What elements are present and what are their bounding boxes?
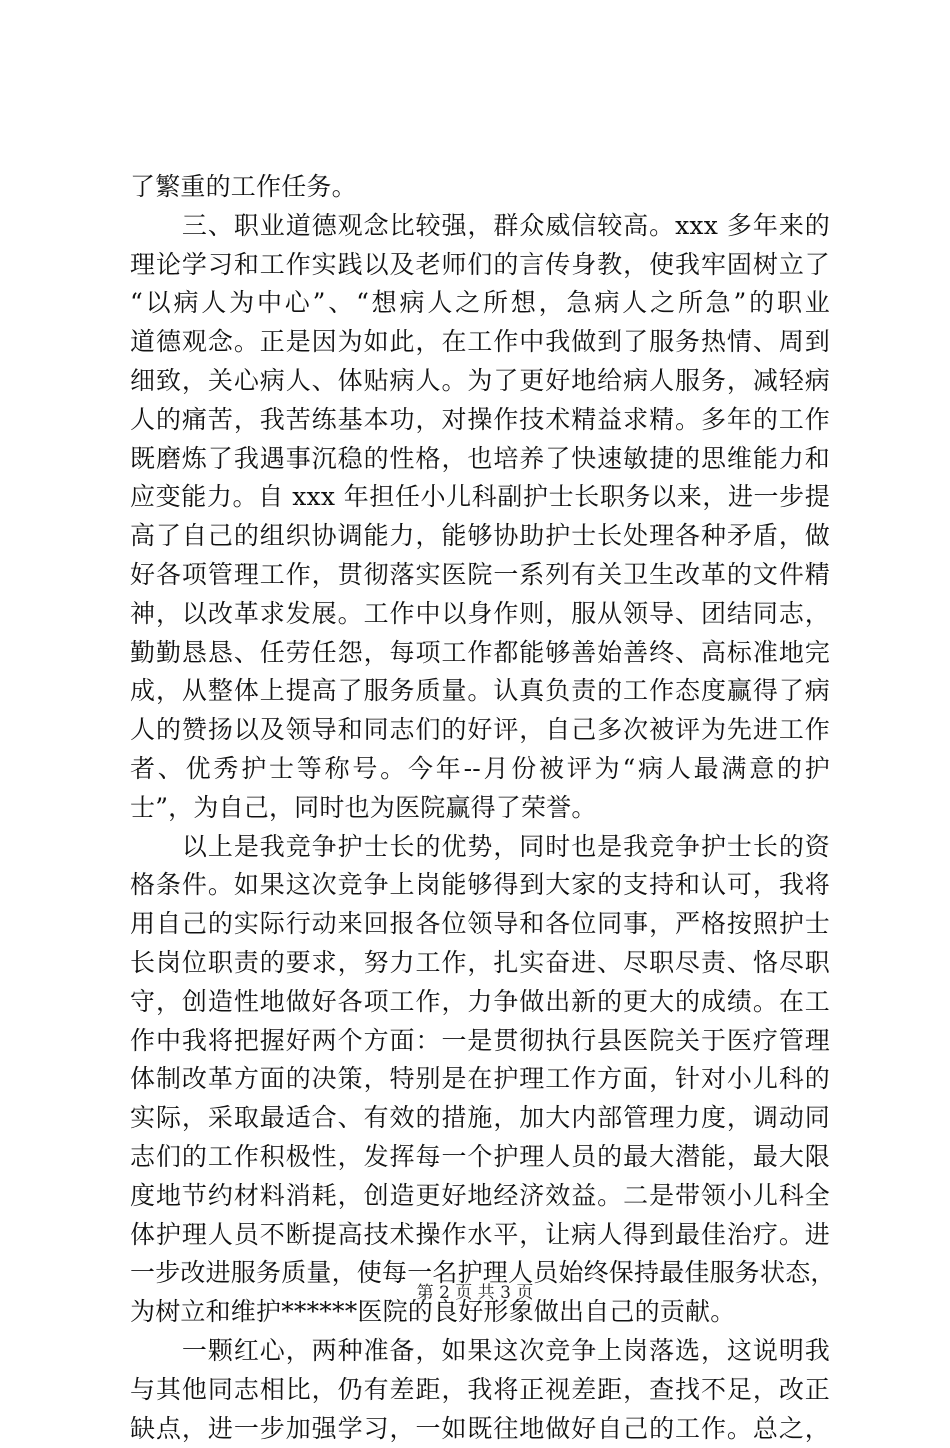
text-line: 作中我将把握好两个方面：一是贯彻执行县医院关于医疗管理 [130, 1022, 830, 1061]
text-line: 实际，采取最适合、有效的措施，加大内部管理力度，调动同 [130, 1099, 830, 1138]
text-line: 人的痛苦，我苦练基本功，对操作技术精益求精。多年的工作 [130, 401, 830, 440]
page-footer [0, 1278, 950, 1303]
text-line: 成，从整体上提高了服务质量。认真负责的工作态度赢得了病 [130, 672, 830, 711]
text-line: “以病人为中心”、“想病人之所想，急病人之所急”的职业 [130, 284, 830, 323]
text-line: 高了自己的组织协调能力，能够协助护士长处理各种矛盾，做 [130, 517, 830, 556]
text-line: 守，创造性地做好各项工作，力争做出新的更大的成绩。在工 [130, 983, 830, 1022]
text-line: 士”，为自己，同时也为医院赢得了荣誉。 [130, 789, 830, 828]
text-line: 一步改进服务质量，使每一名护理人员始终保持最佳服务状态， [130, 1254, 830, 1293]
text-line: 人的赞扬以及领导和同志们的好评，自己多次被评为先进工作 [130, 711, 830, 750]
text-line: 用自己的实际行动来回报各位领导和各位同事，严格按照护士 [130, 905, 830, 944]
text-line: 了繁重的工作任务。 [130, 168, 830, 207]
text-line: 理论学习和工作实践以及老师们的言传身教，使我牢固树立了 [130, 246, 830, 285]
text-line: 与其他同志相比，仍有差距，我将正视差距，查找不足，改正 [130, 1371, 830, 1410]
text-line: 细致，关心病人、体贴病人。为了更好地给病人服务，减轻病 [130, 362, 830, 401]
text-line: 以上是我竞争护士长的优势，同时也是我竞争护士长的资 [130, 828, 830, 867]
text-line: 为树立和维护******医院的良好形象做出自己的贡献。 [130, 1293, 830, 1332]
text-line: 体护理人员不断提高技术操作水平，让病人得到最佳治疗。进 [130, 1216, 830, 1255]
text-line: 长岗位职责的要求，努力工作，扎实奋进、尽职尽责、恪尽职 [130, 944, 830, 983]
text-line: 应变能力。自 xxx 年担任小儿科副护士长职务以来，进一步提 [130, 478, 830, 517]
page-number-label: 第 2 页 共 3 页 [417, 1283, 534, 1303]
text-line: 者、优秀护士等称号。今年--月份被评为“病人最满意的护 [130, 750, 830, 789]
text-line: 好各项管理工作，贯彻落实医院一系列有关卫生改革的文件精 [130, 556, 830, 595]
document-body [130, 168, 830, 1448]
text-line: 志们的工作积极性，发挥每一个护理人员的最大潜能，最大限 [130, 1138, 830, 1177]
text-line: 既磨炼了我遇事沉稳的性格，也培养了快速敏捷的思维能力和 [130, 440, 830, 479]
text-line: 道德观念。正是因为如此，在工作中我做到了服务热情、周到 [130, 323, 830, 362]
text-line: 勤勤恳恳、任劳任怨，每项工作都能够善始善终、高标准地完 [130, 634, 830, 673]
text-line: 一颗红心，两种准备，如果这次竞争上岗落选，这说明我 [130, 1332, 830, 1371]
text-line: 度地节约材料消耗，创造更好地经济效益。二是带领小儿科全 [130, 1177, 830, 1216]
text-line: 体制改革方面的决策，特别是在护理工作方面，针对小儿科的 [130, 1060, 830, 1099]
text-line: 格条件。如果这次竞争上岗能够得到大家的支持和认可，我将 [130, 866, 830, 905]
text-line: 神，以改革求发展。工作中以身作则，服从领导、团结同志， [130, 595, 830, 634]
text-line: 缺点，进一步加强学习，一如既往地做好自己的工作。总之， [130, 1410, 830, 1448]
text-line: 三、职业道德观念比较强，群众威信较高。xxx 多年来的 [130, 207, 830, 246]
